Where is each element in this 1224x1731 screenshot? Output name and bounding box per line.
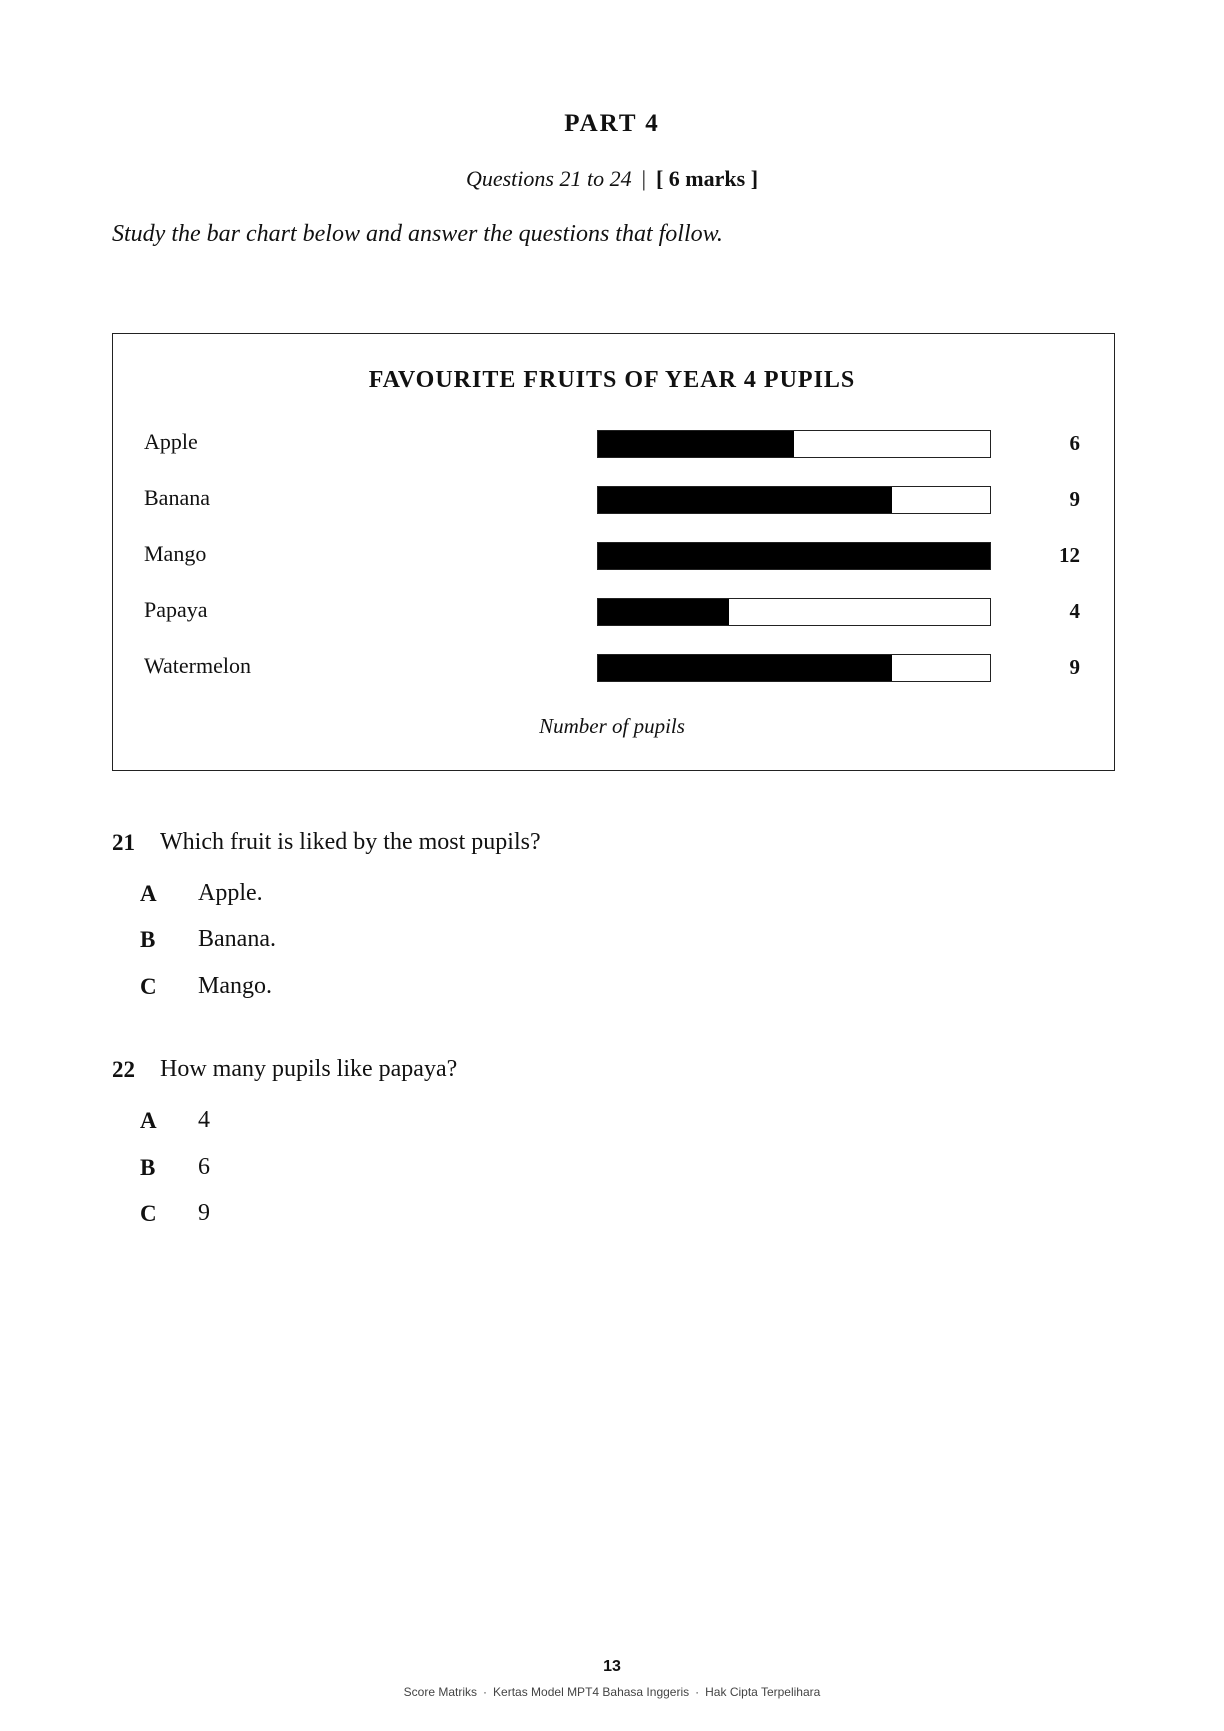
option-letter: B bbox=[140, 1155, 156, 1180]
fruit-label: Mango bbox=[144, 541, 207, 566]
option-text: 6 bbox=[198, 1154, 210, 1180]
option-letter: A bbox=[140, 881, 157, 906]
question-number: 22 bbox=[112, 1057, 135, 1082]
bar-track bbox=[597, 486, 991, 514]
bar-fill bbox=[598, 431, 794, 457]
fruit-label: Banana bbox=[144, 485, 210, 510]
fruit-label: Papaya bbox=[144, 597, 208, 622]
bar-track bbox=[597, 542, 991, 570]
bar-fill bbox=[598, 487, 892, 513]
part-title: PART 4 bbox=[564, 110, 660, 137]
chart-title: FAVOURITE FRUITS OF YEAR 4 PUPILS bbox=[368, 367, 856, 393]
footer-publisher: Score Matriks bbox=[403, 1685, 478, 1699]
option-letter: A bbox=[140, 1108, 157, 1133]
bar-value-label: 12 bbox=[1059, 543, 1080, 567]
question-text: How many pupils like papaya? bbox=[160, 1056, 458, 1082]
footer-copyright: Hak Cipta Terpelihara bbox=[705, 1685, 821, 1699]
option-text: Banana. bbox=[198, 926, 276, 952]
bar-track bbox=[597, 598, 991, 626]
bar-fill bbox=[598, 543, 990, 569]
fruit-label: Watermelon bbox=[144, 653, 251, 678]
fruit-label: Apple bbox=[144, 429, 198, 454]
option-text: Mango. bbox=[198, 973, 272, 999]
instruction: Study the bar chart below and answer the questions that follow. bbox=[112, 221, 723, 247]
questions-range: Questions 21 to 24 bbox=[465, 166, 632, 191]
range-separator: | bbox=[641, 166, 646, 191]
questions-range-line bbox=[0, 166, 1224, 192]
page-number: 13 bbox=[603, 1658, 621, 1675]
option-letter: B bbox=[140, 927, 156, 952]
bar-track bbox=[597, 430, 991, 458]
bar-fill bbox=[598, 599, 729, 625]
option-text: 9 bbox=[198, 1200, 210, 1226]
footer-dot: · bbox=[695, 1685, 700, 1699]
bar-value-label: 4 bbox=[1069, 599, 1080, 623]
bar-fill bbox=[598, 655, 892, 681]
bar-track bbox=[597, 654, 991, 682]
question-text: Which fruit is liked by the most pupils? bbox=[160, 829, 541, 855]
option-text: 4 bbox=[198, 1107, 210, 1133]
footer-paper: Kertas Model MPT4 Bahasa Inggeris bbox=[493, 1685, 690, 1699]
x-axis-label: Number of pupils bbox=[539, 714, 685, 738]
option-text: Apple. bbox=[198, 880, 263, 906]
bar-value-label: 9 bbox=[1069, 487, 1080, 511]
marks-total: [ 6 marks ] bbox=[655, 166, 759, 191]
option-letter: C bbox=[140, 974, 157, 999]
option-letter: C bbox=[140, 1201, 157, 1226]
footer-line bbox=[0, 1685, 1224, 1699]
footer-dot: · bbox=[483, 1685, 488, 1699]
bar-value-label: 9 bbox=[1069, 655, 1080, 679]
bar-value-label: 6 bbox=[1069, 431, 1080, 455]
question-number: 21 bbox=[112, 830, 135, 855]
